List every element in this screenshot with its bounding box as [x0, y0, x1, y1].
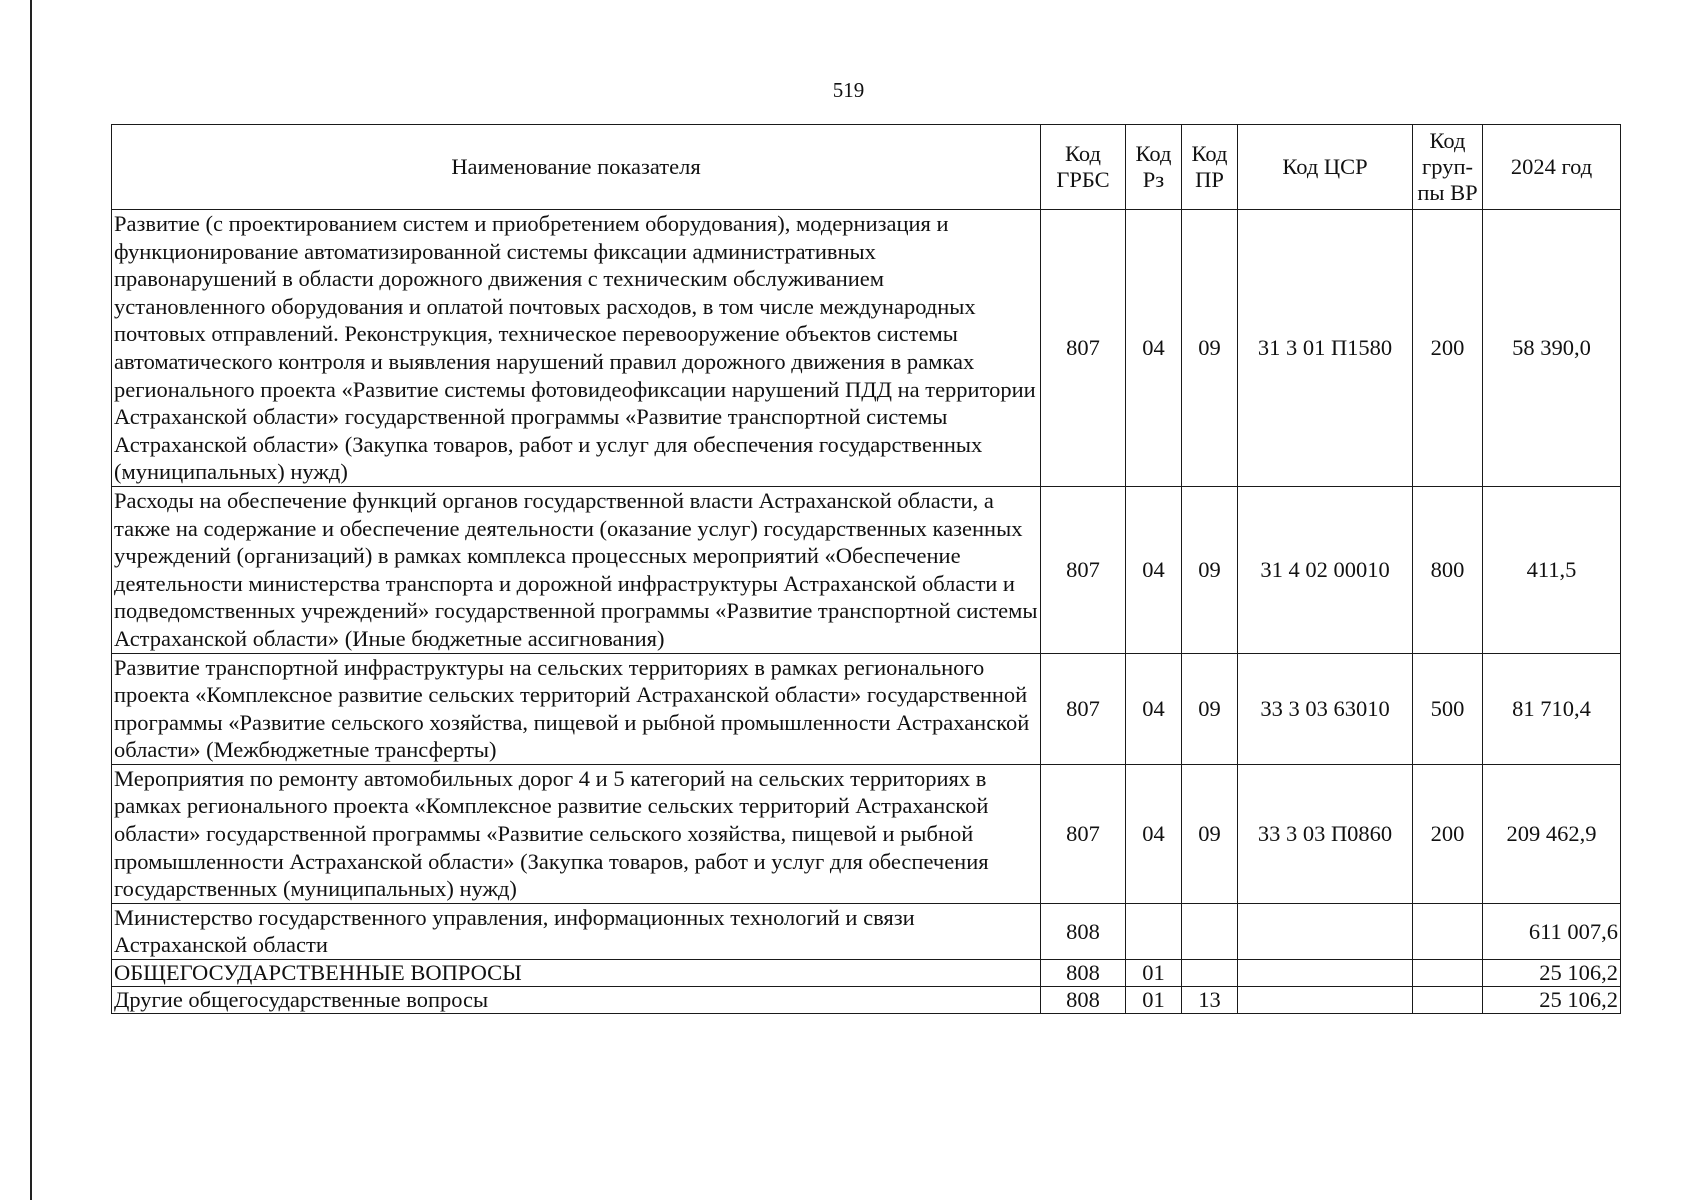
row-name: Министерство государственного управления, информационных технологий и связи Астраханской области	[112, 903, 1041, 959]
row-rz: 04	[1126, 486, 1182, 653]
row-csr	[1238, 903, 1413, 959]
row-rz	[1126, 903, 1182, 959]
row-csr: 33 3 03 П0860	[1238, 764, 1413, 903]
row-name: Мероприятия по ремонту автомобильных дорог 4 и 5 категорий на сельских территориях в рамках регионального проекта «Комплексное развитие сельских территорий Астраханской области» государственной программы «Развитие сельского хозяйства, пищевой и рыбной промышленности Астраханской области» (Закупка товаров, работ и услуг для обеспечения государственных (муниципальных) нужд)	[112, 764, 1041, 903]
table-row	[112, 653, 1621, 764]
row-grbs: 808	[1041, 903, 1126, 959]
row-grbs: 807	[1041, 764, 1126, 903]
row-vr	[1413, 960, 1483, 987]
row-amount: 209 462,9	[1483, 764, 1621, 903]
header-vr: Код груп- пы ВР	[1413, 125, 1483, 210]
row-pr: 09	[1182, 486, 1238, 653]
table-row	[112, 903, 1621, 959]
row-csr: 31 4 02 00010	[1238, 486, 1413, 653]
row-grbs: 807	[1041, 486, 1126, 653]
row-name: Развитие (с проектированием систем и приобретением оборудования), модернизация и функционирование автоматизированной системы фиксации административных правонарушений в области дорожного движения с техническим обслуживанием установленного оборудования и оплатой почтовых расходов, в том числе международных почтовых отправлений. Реконструкция, техническое перевооружение объектов системы автоматического контроля и выявления нарушений правил дорожного движения в рамках регионального проекта «Развитие системы фотовидеофиксации нарушений ПДД на территории Астраханской области» государственной программы «Развитие транспортной системы Астраханской области» (Закупка товаров, работ и услуг для обеспечения государственных (муниципальных) нужд)	[112, 210, 1041, 487]
header-csr: Код ЦСР	[1238, 125, 1413, 210]
row-rz: 01	[1126, 987, 1182, 1014]
row-vr	[1413, 987, 1483, 1014]
table-row	[112, 486, 1621, 653]
row-pr	[1182, 903, 1238, 959]
row-vr: 800	[1413, 486, 1483, 653]
header-year: 2024 год	[1483, 125, 1621, 210]
row-vr: 200	[1413, 210, 1483, 487]
row-csr: 31 3 01 П1580	[1238, 210, 1413, 487]
row-csr: 33 3 03 63010	[1238, 653, 1413, 764]
budget-table	[111, 124, 1621, 1014]
row-rz: 04	[1126, 210, 1182, 487]
table-header-row	[112, 125, 1621, 210]
header-rz: Код Рз	[1126, 125, 1182, 210]
row-pr: 09	[1182, 764, 1238, 903]
row-pr	[1182, 960, 1238, 987]
header-grbs: Код ГРБС	[1041, 125, 1126, 210]
row-grbs: 807	[1041, 653, 1126, 764]
table-row	[112, 987, 1621, 1014]
row-name: Расходы на обеспечение функций органов государственной власти Астраханской области, а также на содержание и обеспечение деятельности (оказание услуг) государственных казенных учреждений (организаций) в рамках комплекса процессных мероприятий «Обеспечение деятельности министерства транспорта и дорожной инфраструктуры Астраханской области и подведомственных учреждений» государственной программы «Развитие транспортной системы Астраханской области» (Иные бюджетные ассигнования)	[112, 486, 1041, 653]
row-grbs: 808	[1041, 960, 1126, 987]
row-rz: 04	[1126, 653, 1182, 764]
row-vr	[1413, 903, 1483, 959]
row-amount: 25 106,2	[1483, 987, 1621, 1014]
table-row	[112, 764, 1621, 903]
row-vr: 500	[1413, 653, 1483, 764]
header-name: Наименование показателя	[112, 125, 1041, 210]
row-amount: 411,5	[1483, 486, 1621, 653]
row-rz: 01	[1126, 960, 1182, 987]
row-pr: 13	[1182, 987, 1238, 1014]
table-row	[112, 210, 1621, 487]
row-grbs: 808	[1041, 987, 1126, 1014]
page-number: 519	[832, 78, 865, 102]
row-rz: 04	[1126, 764, 1182, 903]
table-row	[112, 960, 1621, 987]
page-left-border	[30, 0, 32, 1200]
row-csr	[1238, 987, 1413, 1014]
row-pr: 09	[1182, 653, 1238, 764]
row-csr	[1238, 960, 1413, 987]
header-pr: Код ПР	[1182, 125, 1238, 210]
row-grbs: 807	[1041, 210, 1126, 487]
row-amount: 58 390,0	[1483, 210, 1621, 487]
row-amount: 25 106,2	[1483, 960, 1621, 987]
row-name: ОБЩЕГОСУДАРСТВЕННЫЕ ВОПРОСЫ	[112, 960, 1041, 987]
row-vr: 200	[1413, 764, 1483, 903]
row-amount: 81 710,4	[1483, 653, 1621, 764]
row-pr: 09	[1182, 210, 1238, 487]
row-name: Другие общегосударственные вопросы	[112, 987, 1041, 1014]
row-name: Развитие транспортной инфраструктуры на сельских территориях в рамках регионального проекта «Комплексное развитие сельских территорий Астраханской области» государственной программы «Развитие сельского хозяйства, пищевой и рыбной промышленности Астраханской области» (Межбюджетные трансферты)	[112, 653, 1041, 764]
row-amount: 611 007,6	[1483, 903, 1621, 959]
